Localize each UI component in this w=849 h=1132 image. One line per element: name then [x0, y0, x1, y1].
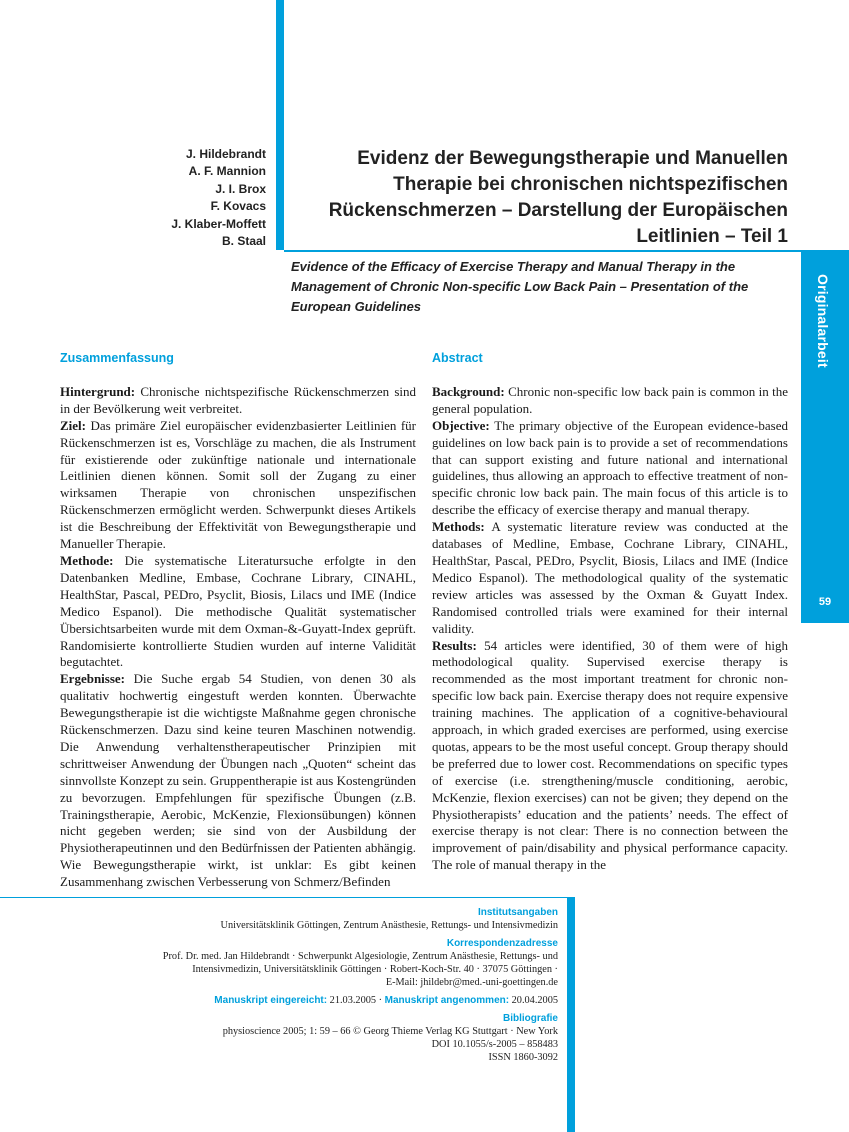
abstract-paragraph: [432, 418, 788, 519]
paragraph-label: Objective:: [432, 417, 490, 433]
title-line: Evidenz der Bewegungstherapie und Manuellen: [357, 148, 788, 169]
zusammenfassung-paragraph: [60, 671, 416, 891]
title-line: Therapie bei chronischen nichtspezifischen: [393, 174, 788, 195]
title-underline-rule: [284, 250, 849, 252]
title-line: Leitlinien – Teil 1: [636, 226, 788, 247]
paragraph-label: Ergebnisse:: [60, 671, 125, 687]
author: F. Kovacs: [210, 199, 266, 214]
abstract-column: [432, 350, 788, 874]
article-type-label: Originalarbeit: [815, 274, 831, 368]
bibliografie-line: physioscience 2005; 1: 59 – 66 © Georg Thieme Verlag KG Stuttgart · New York: [222, 1026, 558, 1037]
angenommen-date: 20.04.2005: [509, 995, 558, 1006]
institut-heading: Institutsangaben: [477, 907, 558, 918]
paragraph-text: Chronic non-specific low back pain is common in the general population.: [432, 383, 788, 416]
manuscript-dates: [18, 994, 558, 1007]
paragraph-label: Methode:: [60, 552, 114, 568]
article-type-sidebar: [801, 250, 849, 623]
paragraph-text: The primary objective of the European evidence-based guidelines on low back pain is to provide a set of recommendations that can support existing and future national and international guidelines, thus allowing an approach to effective treatment of non-specific chronic low back pain. The main focus of this article is to describe the efficacy of exercise therapy and manual therapy.: [432, 417, 788, 518]
korrespondenz-line: Intensivmedizin, Universitätsklinik Göttingen · Robert-Koch-Str. 40 · 37075 Göttingen ·: [192, 964, 558, 975]
abstract-heading: Abstract: [432, 351, 483, 365]
eingereicht-label: Manuskript eingereicht:: [214, 995, 328, 1006]
footer-rule: [0, 897, 567, 898]
paragraph-label: Background:: [432, 383, 505, 399]
paragraph-label: Results:: [432, 637, 477, 653]
zusammenfassung-paragraph: [60, 553, 416, 671]
institut-block: [18, 906, 558, 932]
paragraph-text: 54 articles were identified, 30 of them were of high methodological quality. Supervised exercise therapy is recommended as the most important treatment for chronic non-specific low back pain. Exercise therapy does not require expensive training machines. The application of a cognitive-behavioural approach, in which graded exercises are performed, using exercise quotas, appears to be the most useful concept. Group therapy should be preferred due to lower cost. Recommendations on specific types of exercise (i.e. strengthening/muscle conditioning, aerobic, McKenzie, flexion exercises) can not be given; they depend on the Physiotherapists’ education and the patients’ needs. The effect of exercise therapy is not clear: There is no connection between the improvement of pain/disability and physical performance capacity. The role of manual therapy in the: [432, 637, 788, 873]
abstract-paragraph: [432, 638, 788, 875]
paragraph-label: Methods:: [432, 519, 485, 535]
paragraph-text: A systematic literature review was conducted at the databases of Medline, Embase, Cochrane Library, CINAHL, HealthStar, Pascal, PEDro, Psyclit, Biosis, Lilacs and IME (Indice Medico Espanol). The methodological quality of the systematic review articles was assessed by the Oxman & Guyatt Index. Randomised controlled trials were examined for their internal validity.: [432, 519, 788, 636]
author: J. I. Brox: [215, 181, 266, 196]
eingereicht-date: 21.03.2005 ·: [327, 995, 385, 1006]
vertical-accent-rule-top: [276, 0, 284, 250]
abstract-paragraph: [432, 384, 788, 418]
zusammenfassung-column: [60, 350, 416, 891]
korrespondenz-block: [18, 937, 558, 989]
angenommen-label: Manuskript angenommen:: [384, 995, 510, 1006]
paragraph-text: Chronische nichtspezifische Rückenschmerzen sind in der Bevölkerung weit verbreitet.: [60, 383, 416, 416]
korrespondenz-line: Prof. Dr. med. Jan Hildebrandt · Schwerpunkt Algesiologie, Zentrum Anästhesie, Rettungs- und: [162, 951, 558, 962]
bibliografie-line: DOI 10.1055/s-2005 – 858483: [431, 1039, 558, 1050]
article-title-german: [308, 146, 788, 250]
author: A. F. Mannion: [188, 164, 266, 179]
vertical-accent-rule-bottom: [567, 897, 575, 1132]
bibliografie-heading: Bibliografie: [502, 1013, 558, 1024]
title-line: Rückenschmerzen – Darstellung der Europäischen: [328, 200, 788, 221]
korrespondenz-heading: Korrespondenzadresse: [446, 938, 558, 949]
paragraph-label: Hintergrund:: [60, 383, 136, 399]
paragraph-text: Die Suche ergab 54 Studien, von denen 30 als qualitativ hochwertig eingestuft werden konnten. Überwachte Bewegungstherapie ist die wichtigste Maßnahme gegen chronische Rückenschmerzen. Dazu sind keine teuren Maschinen notwendig. Die Anwendung verhaltenstherapeutischer Prinzipien mit schrittweiser Anwendung der Übungen nach „Quoten“ scheint das sinnvollste Konzept zu sein. Gruppentherapie ist aus Kostengründen zu bevorzugen. Empfehlungen für spezifische Übungen (z.B. Trainingstherapie, Aerobic, McKenzie, Flexionsübungen) können nicht gegeben werden; sie sind von der Ausbildung der Physiotherapeutinnen und den Bedürfnissen der Patienten abhängig. Wie Bewegungstherapie wirkt, ist unklar: Es gibt keinen Zusammenhang zwischen Verbesserung von Schmerz/Befinden: [60, 671, 416, 890]
page-number: 59: [818, 596, 832, 608]
paragraph-label: Ziel:: [60, 417, 86, 433]
author: B. Staal: [221, 234, 266, 249]
paragraph-text: Die systematische Literatursuche erfolgte in den Datenbanken Medline, Embase, Cochrane Library, CINAHL, HealthStar, Pascal, PEDro, Psyclit, Biosis, Lilacs und IME (Indice Medico Espanol). Die methodische Qualität systematischer Übersichtsarbeiten wurde mit dem Oxman-&-Guyatt-Index geprüft. Randomisierte kontrollierte Studien wurden auf interne Validität begutachtet.: [60, 552, 416, 670]
author: J. Klaber-Moffett: [171, 216, 266, 231]
bibliografie-block: [18, 1012, 558, 1064]
abstract-paragraph: [432, 519, 788, 637]
author-list: [171, 146, 266, 250]
korrespondenz-line: E-Mail: jhildebr@med.-uni-goettingen.de: [385, 977, 558, 988]
paragraph-text: Das primäre Ziel europäischer evidenzbasierter Leitlinien für Rückenschmerzen ist es, Vorschläge zu machen, die als Instrument für existierende oder zukünftige nationale und internationale Leitlinien dienen können. Somit soll der Zugang zu einer wirksamen Therapie von chronischen unspezifischen Rückenschmerzen ermöglicht werden. Schwerpunkt dieses Artikels ist die Beschreibung der Effektivität von Bewegungstherapie und Manueller Therapie.: [60, 417, 416, 552]
article-title-english: Evidence of the Efficacy of Exercise Therapy and Manual Therapy in the Management of Chronic Non-specific Low Back Pain – Presentation of the European Guidelines: [291, 259, 749, 314]
article-footer: [18, 906, 558, 1069]
zusammenfassung-paragraph: [60, 418, 416, 553]
zusammenfassung-paragraph: [60, 384, 416, 418]
author: J. Hildebrandt: [185, 147, 266, 161]
institut-text: Universitätsklinik Göttingen, Zentrum Anästhesie, Rettungs- und Intensivmedizin: [220, 920, 558, 931]
zusammenfassung-heading: Zusammenfassung: [60, 351, 174, 365]
bibliografie-line: ISSN 1860-3092: [488, 1052, 558, 1063]
